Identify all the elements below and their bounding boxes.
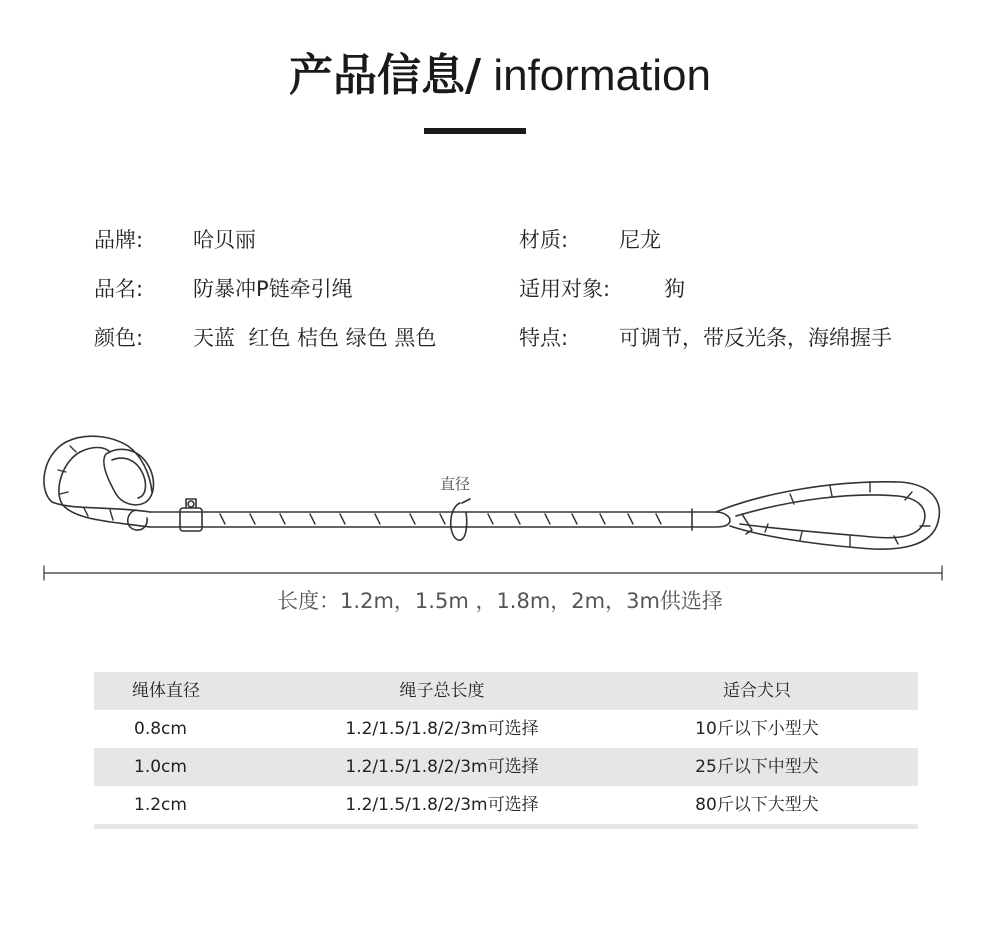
color-label: 颜色: (94, 326, 144, 350)
row-dog-size: 80斤以下大型犬 (695, 795, 819, 815)
brand-value: 哈贝丽 (193, 228, 256, 252)
target-value: 狗 (664, 277, 685, 301)
product-name-label: 品名: (94, 277, 144, 301)
row-length: 1.2/1.5/1.8/2/3m可选择 (345, 757, 539, 777)
row-dog-size: 10斤以下小型犬 (695, 719, 819, 739)
table-row (94, 748, 918, 786)
spec-table (94, 672, 918, 829)
material-label: 材质: (519, 228, 569, 252)
color-value: 天蓝 红色 桔色 绿色 黑色 (193, 326, 437, 350)
brand-label: 品牌: (94, 228, 144, 252)
table-row (94, 710, 918, 748)
table-bottom-rule (94, 824, 918, 829)
header-dog-size: 适合犬只 (723, 681, 791, 701)
table-row (94, 786, 918, 824)
product-name-value: 防暴冲P链牵引绳 (193, 277, 353, 301)
leash-illustration (0, 420, 1000, 585)
row-dog-size: 25斤以下中型犬 (695, 757, 819, 777)
row-diameter: 1.2cm (134, 795, 187, 815)
length-options: 长度：1.2m，1.5m ，1.8m，2m，3m供选择 (277, 589, 723, 613)
title-underline (424, 128, 526, 134)
feature-label: 特点: (519, 326, 569, 350)
row-length: 1.2/1.5/1.8/2/3m可选择 (345, 719, 539, 739)
header-length: 绳子总长度 (399, 681, 485, 701)
diameter-label: 直径 (439, 475, 471, 493)
page-title (0, 48, 1000, 104)
material-value: 尼龙 (619, 228, 661, 252)
row-length: 1.2/1.5/1.8/2/3m可选择 (345, 795, 539, 815)
header-diameter: 绳体直径 (132, 681, 200, 701)
row-diameter: 0.8cm (134, 719, 187, 739)
target-label: 适用对象: (519, 277, 611, 301)
title-chinese: 产品信息/ (289, 50, 482, 101)
table-header-row (94, 672, 918, 710)
row-diameter: 1.0cm (134, 757, 187, 777)
feature-value: 可调节，带反光条，海绵握手 (619, 326, 892, 350)
title-english: information (481, 51, 711, 100)
